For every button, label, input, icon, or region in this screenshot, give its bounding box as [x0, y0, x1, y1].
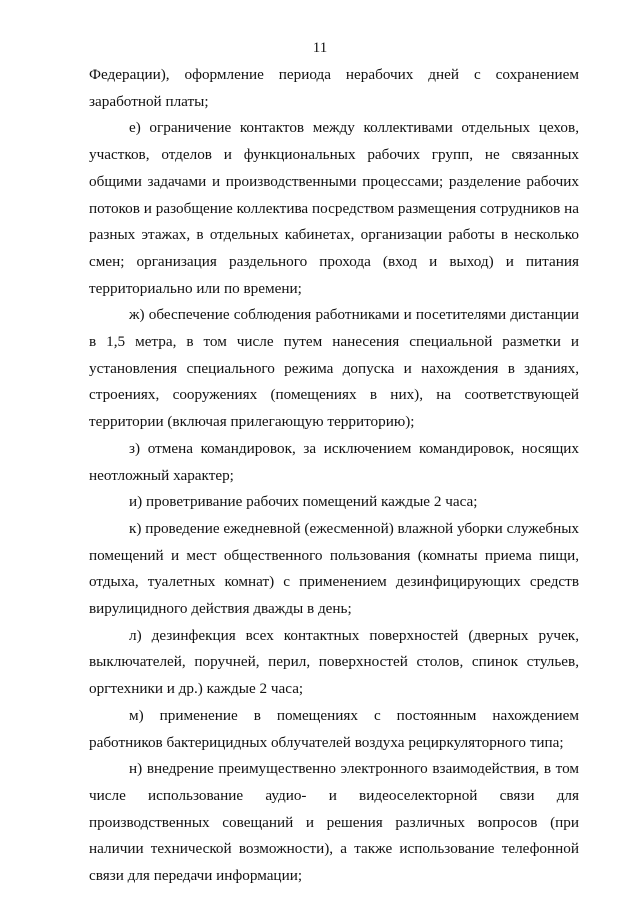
paragraph-continuation: Федерации), оформление периода нерабочих дней с сохранением заработной платы; [89, 66, 579, 110]
paragraph-item-zh: ж) обеспечение соблюдения работниками и посетителями дистанции в 1,5 метра, в том числе путем нанесения специальной разметки и установления специального режима допуска и нахождения в зданиях, строениях, сооружениях (помещениях в них), на соответствующей территории (включая прилегающую территорию); [89, 306, 579, 431]
paragraph-item-m: м) применение в помещениях с постоянным нахождением работников бактерицидных облучателей воздуха рециркуляторного типа; [89, 706, 579, 751]
paragraph-item-l: л) дезинфекция всех контактных поверхностей (дверных ручек, выключателей, поручней, перил, поверхностей столов, спинок стульев, оргтехники и др.) каждые 2 часа; [89, 626, 579, 698]
paragraph-item-i: и) проветривание рабочих помещений каждые 2 часа; [129, 493, 478, 511]
page-number: 11 [312, 40, 328, 56]
paragraph-item-z: з) отмена командировок, за исключением командировок, носящих неотложный характер; [89, 439, 579, 484]
paragraph-item-n: н) внедрение преимущественно электронного взаимодействия, в том числе использование аудио- и видеоселекторной связи для производственных совещаний и решения различных вопросов (при наличии технической возможности), а также использование телефонной связи для передачи информации; [89, 760, 579, 885]
document-body [89, 62, 579, 890]
paragraph-item-k: к) проведение ежедневной (ежесменной) влажной уборки служебных помещений и мест общественного пользования (комнаты приема пищи, отдыха, туалетных комнат) с применением дезинфицирующих средств вирулицидного действия дважды в день; [89, 519, 579, 618]
paragraph-item-e: е) ограничение контактов между коллективами отдельных цехов, участков, отделов и функциональных рабочих групп, не связанных общими задачами и производственными процессами; разделение рабочих потоков и разобщение коллектива посредством размещения сотрудников на разных этажах, в отдельных кабинетах, организации работы в несколько смен; организация раздельного прохода (вход и выход) и питания территориально или по времени; [89, 119, 579, 297]
